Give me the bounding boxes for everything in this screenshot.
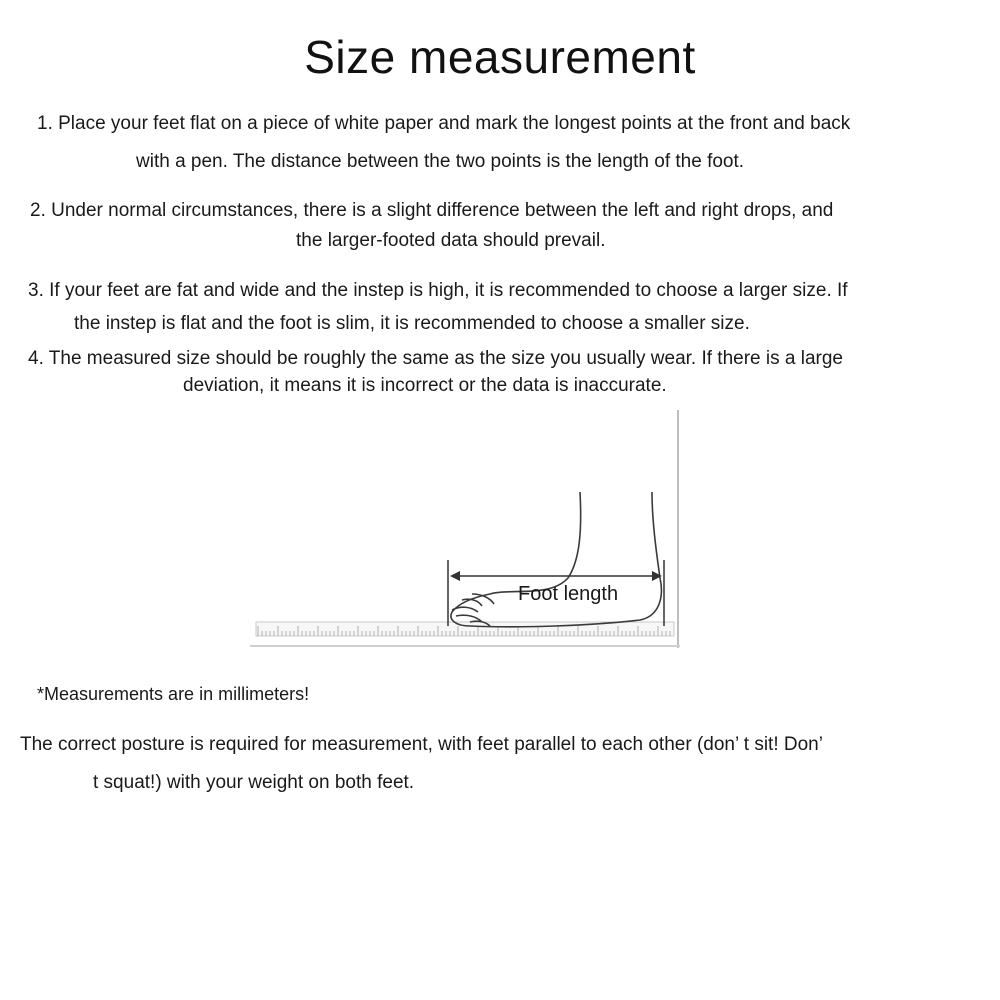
foot-measurement-diagram [0, 400, 1000, 660]
step-4-line-2: deviation, it means it is incorrect or the data is inaccurate. [183, 375, 667, 396]
page-title: Size measurement [304, 31, 696, 83]
length-arrow [450, 571, 662, 581]
step-4-line-1: 4. The measured size should be roughly the same as the size you usually wear. If there is a large [28, 348, 843, 369]
step-2-line-2: the larger-footed data should prevail. [296, 230, 606, 251]
step-3-line-2: the instep is flat and the foot is slim, it is recommended to choose a smaller size. [74, 313, 750, 334]
step-1-line-2: with a pen. The distance between the two points is the length of the foot. [136, 151, 745, 172]
foot-length-label: Foot length [518, 583, 619, 605]
step-2-line-1: 2. Under normal circumstances, there is a slight difference between the left and right drops, and [30, 200, 834, 221]
units-note: *Measurements are in millimeters! [37, 684, 310, 704]
ruler [256, 622, 674, 636]
step-1-line-1: 1. Place your feet flat on a piece of white paper and mark the longest points at the front and back [37, 113, 851, 134]
step-3-line-1: 3. If your feet are fat and wide and the instep is high, it is recommended to choose a larger size. If [28, 280, 848, 301]
foot-outline [451, 492, 661, 627]
posture-line-2: t squat!) with your weight on both feet. [93, 772, 415, 793]
posture-line-1: The correct posture is required for measurement, with feet parallel to each other (don’ t sit! Don’ [20, 734, 823, 755]
